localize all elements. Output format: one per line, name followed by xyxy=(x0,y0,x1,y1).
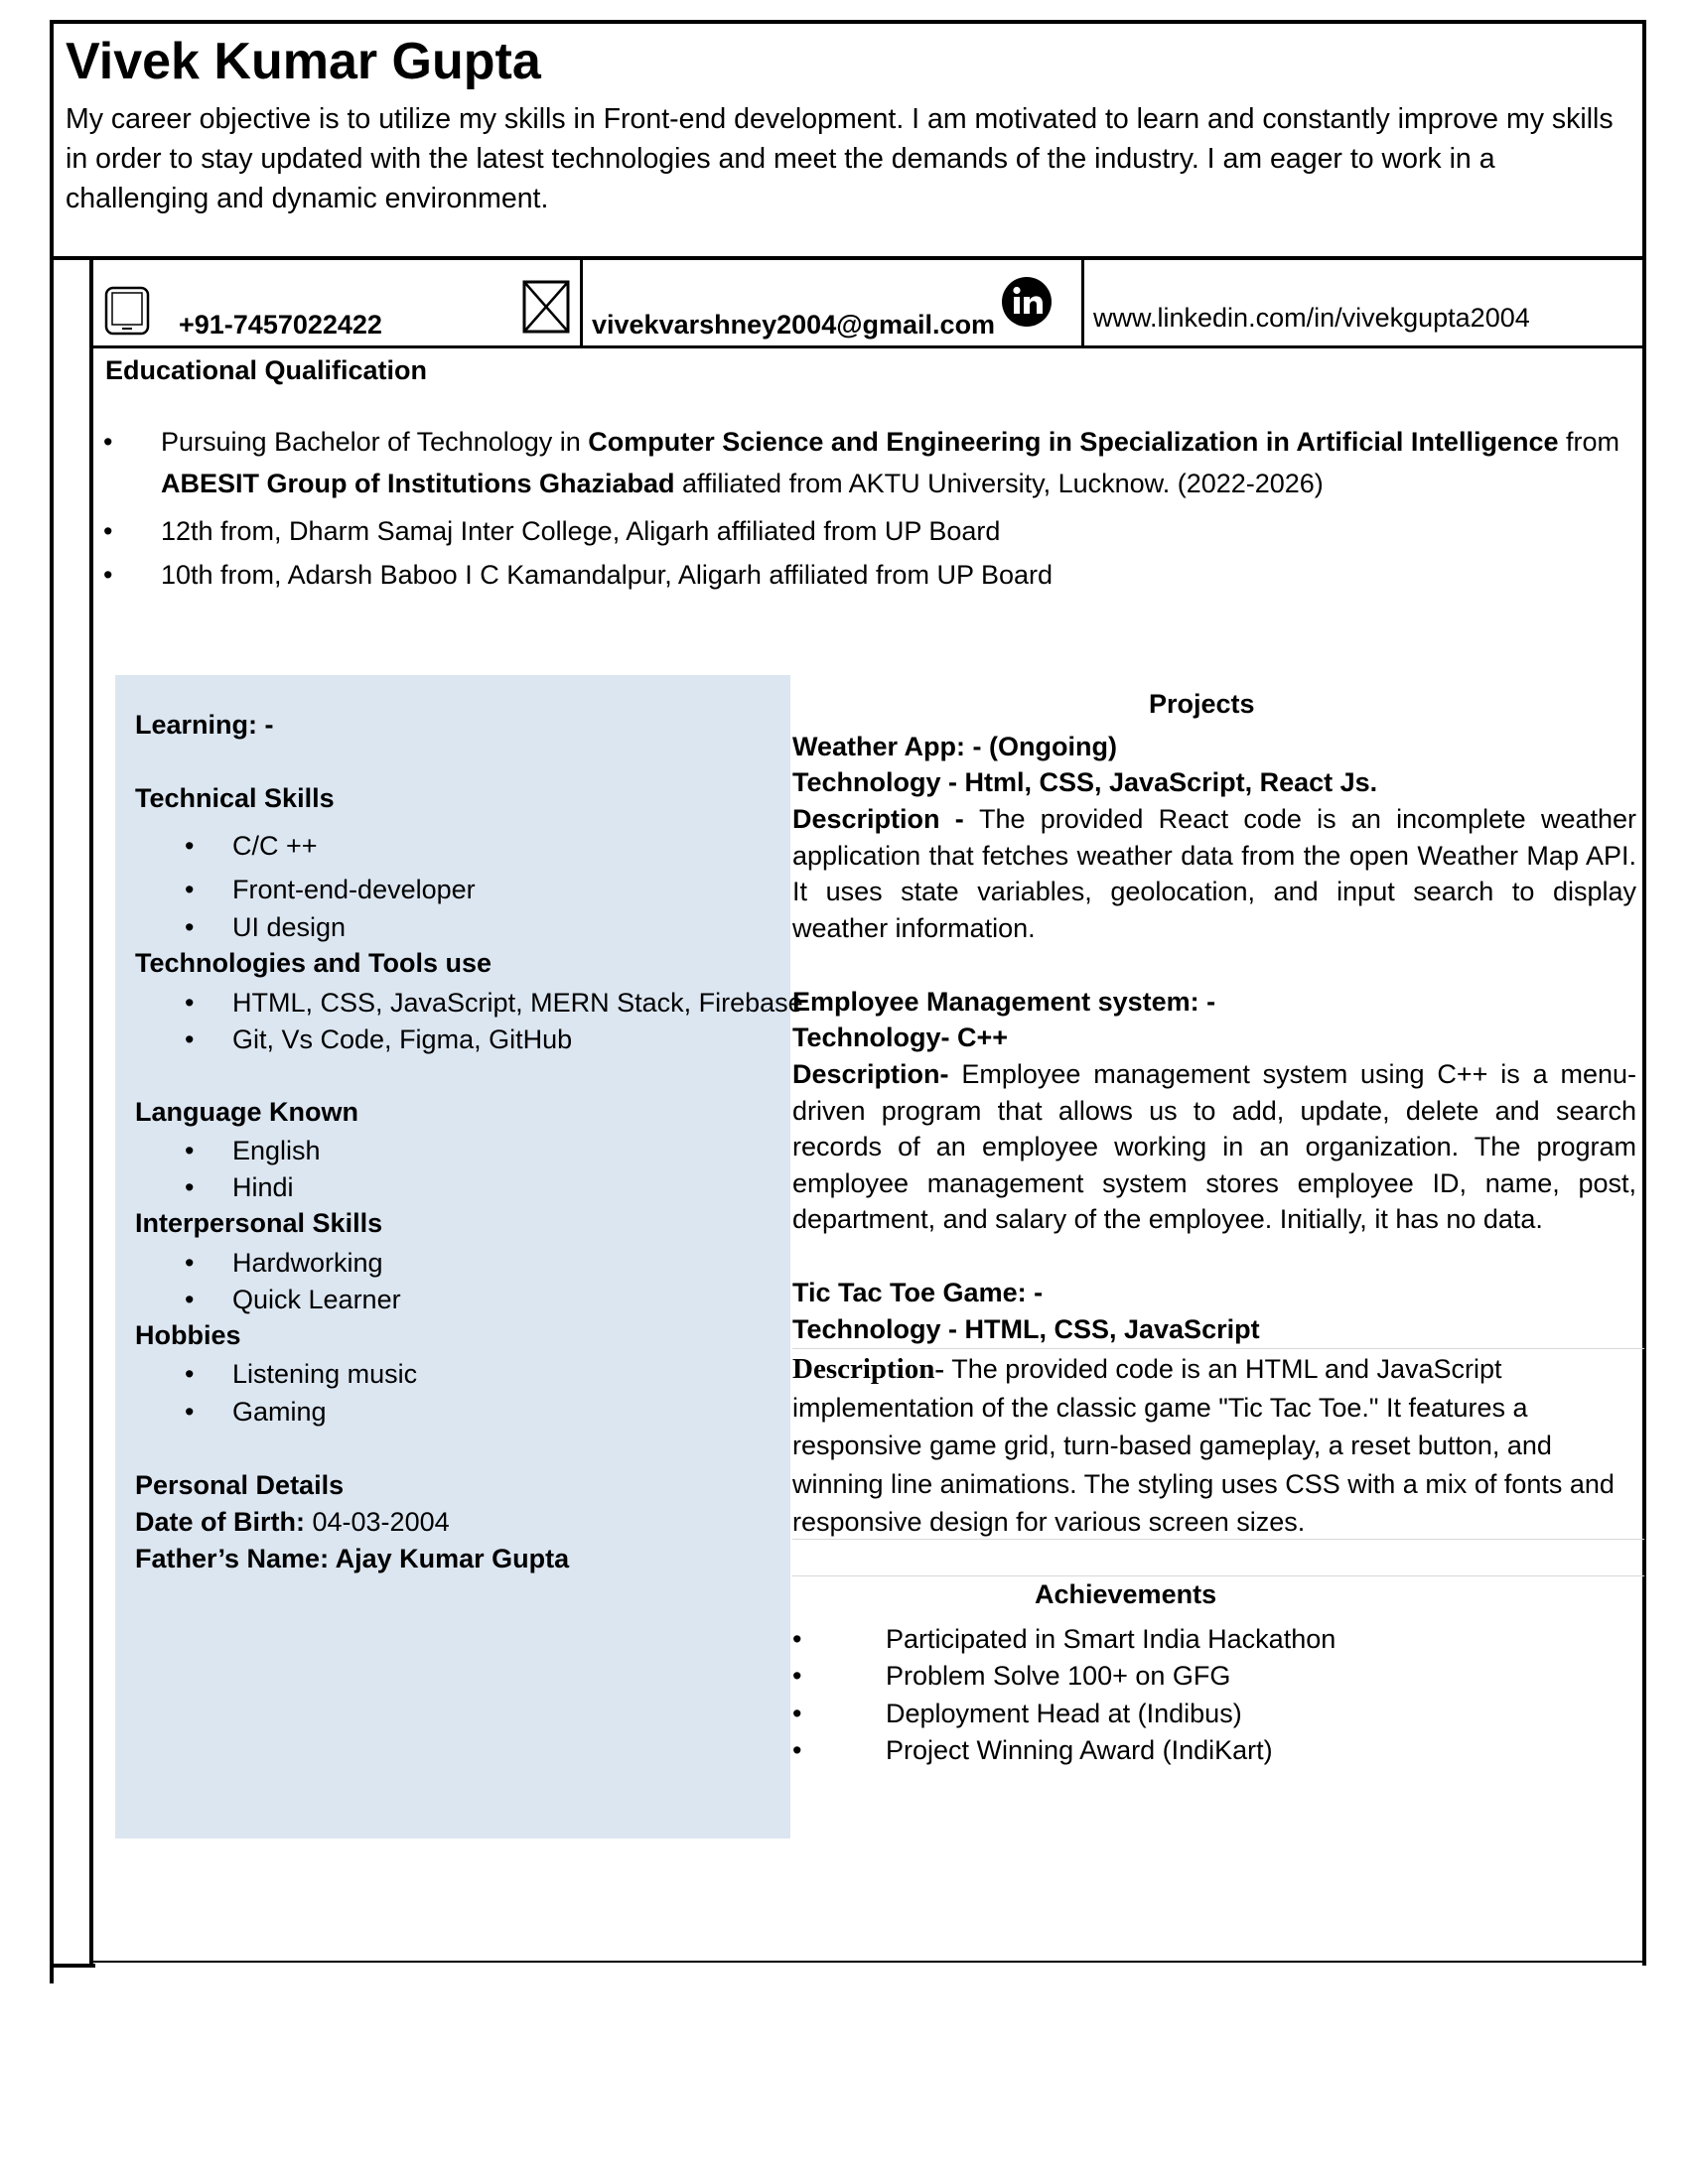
bullet: • xyxy=(792,1624,802,1654)
career-objective: My career objective is to utilize my skills in Front-end development. I am motivated to learn and constantly improve my skills in order to stay updated with the latest technologies and meet the demands of the industry. I am eager to work in a challenging and dynamic environment. xyxy=(66,103,1614,214)
language-item: Hindi xyxy=(232,1172,294,1202)
description-label: Description - xyxy=(792,804,979,834)
bullet: • xyxy=(185,1136,195,1165)
description-text: The provided React code is an incomplete weather application that fetches weather data from the open Weather Map API. It uses state variables, geolocation, and input search to display weather information. xyxy=(792,804,1636,943)
skills-panel xyxy=(115,675,790,1839)
section-rule xyxy=(792,1575,1644,1576)
education-item xyxy=(99,554,1628,596)
bullet: • xyxy=(792,1699,802,1728)
tools-item: Git, Vs Code, Figma, GitHub xyxy=(232,1024,573,1054)
section-rule xyxy=(792,1348,1644,1349)
dob-value: 04-03-2004 xyxy=(305,1507,450,1537)
phone-icon xyxy=(103,286,151,336)
project-technology: Technology - HTML, CSS, JavaScript xyxy=(792,1314,1260,1344)
bullet: • xyxy=(792,1735,802,1765)
education-degree: Computer Science and Engineering in Specialization in Artificial Intelligence xyxy=(588,427,1559,457)
bullet: • xyxy=(185,875,195,904)
linkedin-url[interactable]: www.linkedin.com/in/vivekgupta2004 xyxy=(1093,303,1530,333)
description-label: Description- xyxy=(792,1059,962,1089)
education-institution: ABESIT Group of Institutions Ghaziabad xyxy=(161,469,675,498)
header-divider xyxy=(50,256,1646,260)
father-name: Father’s Name: Ajay Kumar Gupta xyxy=(135,1544,570,1573)
project-name: Tic Tac Toe Game: - xyxy=(792,1278,1044,1307)
email-address[interactable]: vivekvarshney2004@gmail.com xyxy=(592,310,996,340)
bullet: • xyxy=(103,516,113,546)
achievement-item: Participated in Smart India Hackathon xyxy=(886,1624,1336,1654)
interpersonal-heading: Interpersonal Skills xyxy=(135,1208,383,1238)
education-text: Pursuing Bachelor of Technology in xyxy=(161,427,589,457)
education-text: affiliated from AKTU University, Lucknow. (2022-2026) xyxy=(674,469,1324,498)
contact-divider xyxy=(89,345,1646,348)
tools-heading: Technologies and Tools use xyxy=(135,948,492,978)
frame-left-border xyxy=(50,20,54,1983)
project-technology: Technology- C++ xyxy=(792,1023,1009,1052)
resume-name: Vivek Kumar Gupta xyxy=(66,33,541,90)
bullet: • xyxy=(185,988,195,1018)
project-description xyxy=(792,801,1636,946)
tools-item: HTML, CSS, JavaScript, MERN Stack, Firebase xyxy=(232,988,803,1018)
description-text: Employee management system using C++ is a menu-driven program that allows us to add, update, delete and search records of an employee working in an organization. The program employee management system stores employee ID, name, post, department, and salary of the employee. Initially, it has no data. xyxy=(792,1059,1636,1234)
linkedin-icon[interactable] xyxy=(1001,276,1053,328)
education-heading: Educational Qualification xyxy=(105,355,428,385)
dob-label: Date of Birth: xyxy=(135,1507,305,1537)
phone-number[interactable]: +91-7457022422 xyxy=(179,310,382,340)
interpersonal-item: Hardworking xyxy=(232,1248,383,1278)
technical-skills-heading: Technical Skills xyxy=(135,783,335,813)
education-item xyxy=(99,510,1628,552)
bullet: • xyxy=(185,1397,195,1427)
project-technology: Technology - Html, CSS, JavaScript, React Js. xyxy=(792,767,1378,797)
project-description xyxy=(792,1350,1636,1542)
education-text: 10th from, Adarsh Baboo I C Kamandalpur, Aligarh affiliated from UP Board xyxy=(161,560,1054,590)
education-list xyxy=(99,421,1628,596)
bullet: • xyxy=(103,560,113,590)
hobby-item: Gaming xyxy=(232,1397,327,1427)
date-of-birth xyxy=(135,1504,450,1540)
project-description xyxy=(792,1056,1636,1238)
bullet: • xyxy=(185,1359,195,1389)
frame-top-border xyxy=(50,20,1646,24)
learning-heading: Learning: - xyxy=(135,710,274,740)
projects-heading: Projects xyxy=(1149,689,1255,719)
email-icon xyxy=(522,280,570,334)
description-text: The provided code is an HTML and JavaScript implementation of the classic game "Tic Tac Toe." It features a responsive game grid, turn-based gameplay, a reset button, and winning line animations. The styling uses CSS with a mix of fonts and responsive design for various screen sizes. xyxy=(792,1354,1615,1537)
technical-skill-item: Front-end-developer xyxy=(232,875,476,904)
achievement-item: Project Winning Award (IndiKart) xyxy=(886,1735,1273,1765)
technical-skill-item: UI design xyxy=(232,912,347,942)
interpersonal-item: Quick Learner xyxy=(232,1285,401,1314)
achievement-item: Problem Solve 100+ on GFG xyxy=(886,1661,1231,1691)
hobby-item: Listening music xyxy=(232,1359,418,1389)
personal-details-heading: Personal Details xyxy=(135,1470,345,1500)
achievement-item: Deployment Head at (Indibus) xyxy=(886,1699,1242,1728)
language-item: English xyxy=(232,1136,321,1165)
description-label: Description- xyxy=(792,1353,952,1385)
bullet: • xyxy=(103,427,113,457)
frame-right-border xyxy=(1642,20,1646,1966)
contact-cell-divider xyxy=(1081,258,1084,347)
bullet: • xyxy=(185,912,195,942)
bullet: • xyxy=(185,1024,195,1054)
languages-heading: Language Known xyxy=(135,1097,358,1127)
education-text: from xyxy=(1558,427,1619,457)
bullet: • xyxy=(185,831,195,861)
bullet: • xyxy=(792,1661,802,1691)
achievements-heading: Achievements xyxy=(1035,1579,1217,1609)
frame-bottom-rule xyxy=(91,1961,1646,1963)
inner-left-border xyxy=(89,258,93,1968)
education-item xyxy=(99,421,1628,504)
bullet: • xyxy=(185,1248,195,1278)
bullet: • xyxy=(185,1285,195,1314)
hobbies-heading: Hobbies xyxy=(135,1320,241,1350)
bullet: • xyxy=(185,1172,195,1202)
section-rule xyxy=(792,1539,1644,1540)
education-text: 12th from, Dharm Samaj Inter College, Aligarh affiliated from UP Board xyxy=(161,516,1001,546)
contact-cell-divider xyxy=(580,258,583,347)
technical-skill-item: C/C ++ xyxy=(232,831,318,861)
project-name: Employee Management system: - xyxy=(792,987,1216,1017)
project-name: Weather App: - (Ongoing) xyxy=(792,732,1117,761)
